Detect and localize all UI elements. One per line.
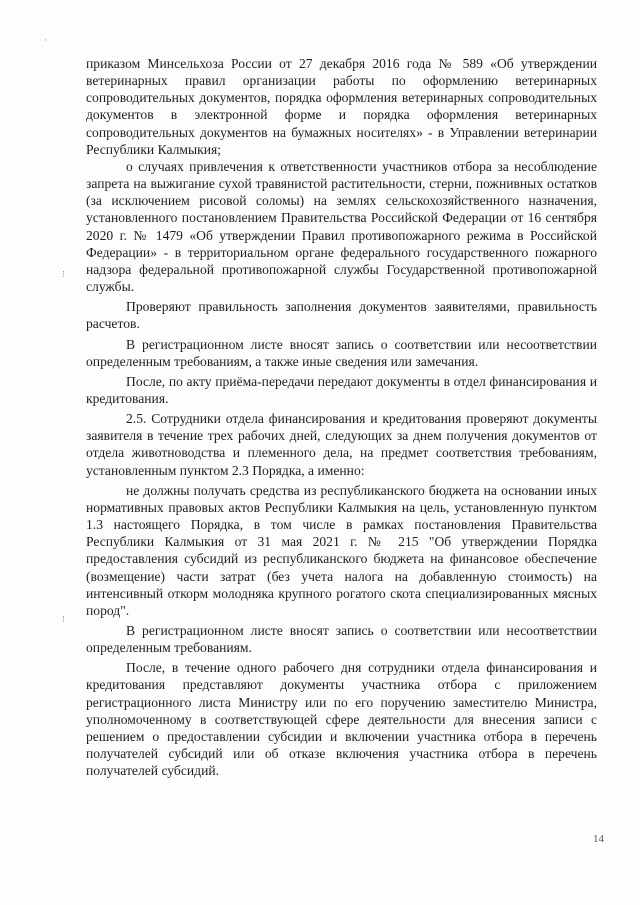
scan-speck: ⁝ bbox=[62, 615, 65, 625]
paragraph: о случаях привлечения к ответственности участников отбора за несоблюдение запрета на выжигание сухой травянистой растительности, стерни, пожнивных остатков (за исключением рисовой соломы) на землях сельскохозяйственного назначения, установленного постановлением Правительства Российской Федерации от 16 сентября 2020 г. № 1479 «Об утверждении Правил противопожарного режима в Российской Федерации» - в территориальном органе федерального государственного пожарного надзора федеральной противопожарной службы Государственной противопожарной службы. bbox=[86, 158, 597, 295]
paragraph: В регистрационном листе вносят запись о соответствии или несоответствии определенным требованиям. bbox=[86, 623, 597, 656]
paragraph: приказом Минсельхоза России от 27 декабря 2016 года № 589 «Об утверждении ветеринарных правил организации работы по оформлению ветеринарных сопроводительных документов, порядка оформления ветеринарных сопроводительных документов в электронной форме и порядка оформления ветеринарных сопроводительных документов на бумажных носителях» - в Управлении ветеринарии Республики Калмыкия; bbox=[86, 56, 597, 157]
scan-speck: · bbox=[44, 36, 47, 46]
page-number: 14 bbox=[593, 833, 604, 845]
paragraph: не должны получать средства из республиканского бюджета на основании иных нормативных правовых актов Республики Калмыкия на цель, установленную пунктом 1.3 настоящего Порядка, в том числе в рамках постановления Правительства Республики Калмыкия от 31 мая 2021 г. № 215 "Об утверждении Порядка предоставления субсидий из республиканского бюджета на финансовое обеспечение (возмещение) части затрат (без учета налога на добавленную стоимость) на интенсивный откорм молодняка крупного рогатого скота специализированных мясных пород". bbox=[86, 482, 597, 618]
scan-speck: ⁝ bbox=[62, 270, 65, 280]
paragraph: В регистрационном листе вносят запись о соответствии или несоответствии определенным требованиям, а также иные сведения или замечания. bbox=[86, 336, 597, 369]
paragraph: После, в течение одного рабочего дня сотрудники отдела финансирования и кредитования представляют документы участника отбора с приложением регистрационного листа Министру или по его поручению заместителю Министра, уполномоченному в соответствующей сфере деятельности для внесения записи с решением о предоставлении субсидии и включении участника отбора в перечень получателей субсидий или об отказе включения участника отбора в перечень получателей субсидий. bbox=[86, 660, 597, 779]
paragraph: 2.5. Сотрудники отдела финансирования и кредитования проверяют документы заявителя в течение трех рабочих дней, следующих за днем получения документов от отдела животноводства и племенного дела, на предмет соответствия требованиям, установленным пунктом 2.3 Порядка, а именно: bbox=[86, 411, 597, 478]
paragraph: Проверяют правильность заполнения документов заявителями, правильность расчетов. bbox=[86, 299, 597, 332]
document-body bbox=[86, 55, 597, 779]
paragraph: После, по акту приёма-передачи передают документы в отдел финансирования и кредитования. bbox=[86, 373, 597, 406]
